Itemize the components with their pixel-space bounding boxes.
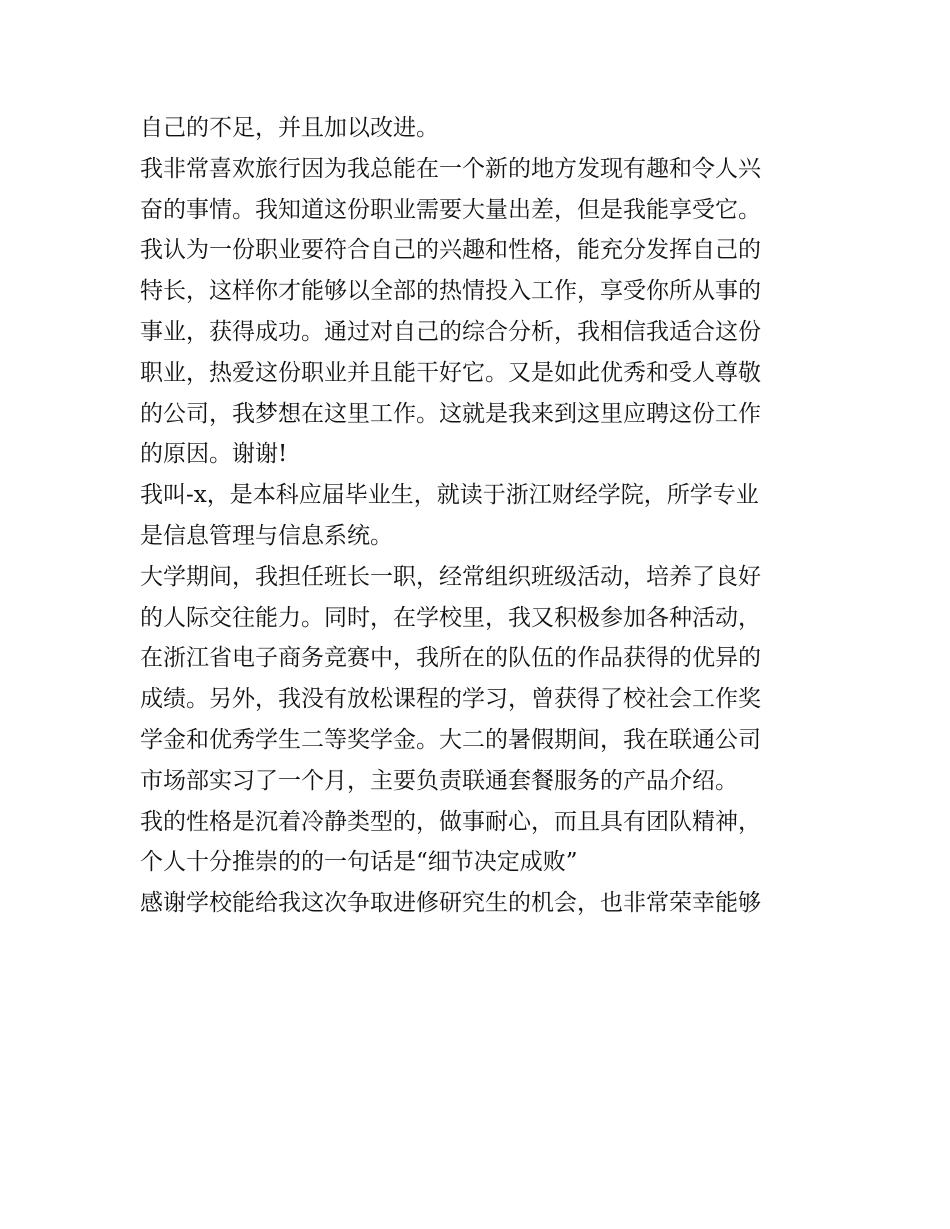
text-line: 市场部实习了一个月，主要负责联通套餐服务的产品介绍。 [140, 767, 738, 794]
text-line: 我叫-x，是本科应届毕业生，就读于浙江财经学院，所学专业 [140, 482, 759, 509]
text-line: 的原因。谢谢! [140, 441, 288, 468]
text-line: 的人际交往能力。同时，在学校里，我又积极参加各种活动， [140, 604, 761, 631]
text-line: 奋的事情。我知道这份职业需要大量出差，但是我能享受它。 [140, 196, 761, 223]
text-line: 在浙江省电子商务竞赛中，我所在的队伍的作品获得的优异的 [140, 645, 761, 672]
text-line: 感谢学校能给我这次争取进修研究生的机会，也非常荣幸能够 [140, 890, 761, 917]
text-line: 学金和优秀学生二等奖学金。大二的暑假期间，我在联通公司 [140, 726, 761, 753]
document-body [140, 108, 820, 924]
text-line: 职业，热爱这份职业并且能干好它。又是如此优秀和受人尊敬 [140, 359, 761, 386]
text-line: 是信息管理与信息系统。 [140, 522, 393, 549]
text-line: 我认为一份职业要符合自己的兴趣和性格，能充分发挥自己的 [140, 237, 761, 264]
text-line: 的公司，我梦想在这里工作。这就是我来到这里应聘这份工作 [140, 400, 761, 427]
text-line: 大学期间，我担任班长一职，经常组织班级活动，培养了良好 [140, 563, 761, 590]
text-line: 我的性格是沉着冷静类型的，做事耐心，而且具有团队精神， [140, 808, 761, 835]
text-line: 我非常喜欢旅行因为我总能在一个新的地方发现有趣和令人兴 [140, 155, 761, 182]
text-line: 特长，这样你才能够以全部的热情投入工作，享受你所从事的 [140, 278, 761, 305]
text-line: 自己的不足，并且加以改进。 [140, 115, 439, 141]
text-line: 事业，获得成功。通过对自己的综合分析，我相信我适合这份 [140, 318, 761, 345]
text-line: 个人十分推崇的的一句话是“细节决定成败” [140, 849, 578, 876]
text-line: 成绩。另外，我没有放松课程的学习，曾获得了校社会工作奖 [140, 686, 761, 713]
